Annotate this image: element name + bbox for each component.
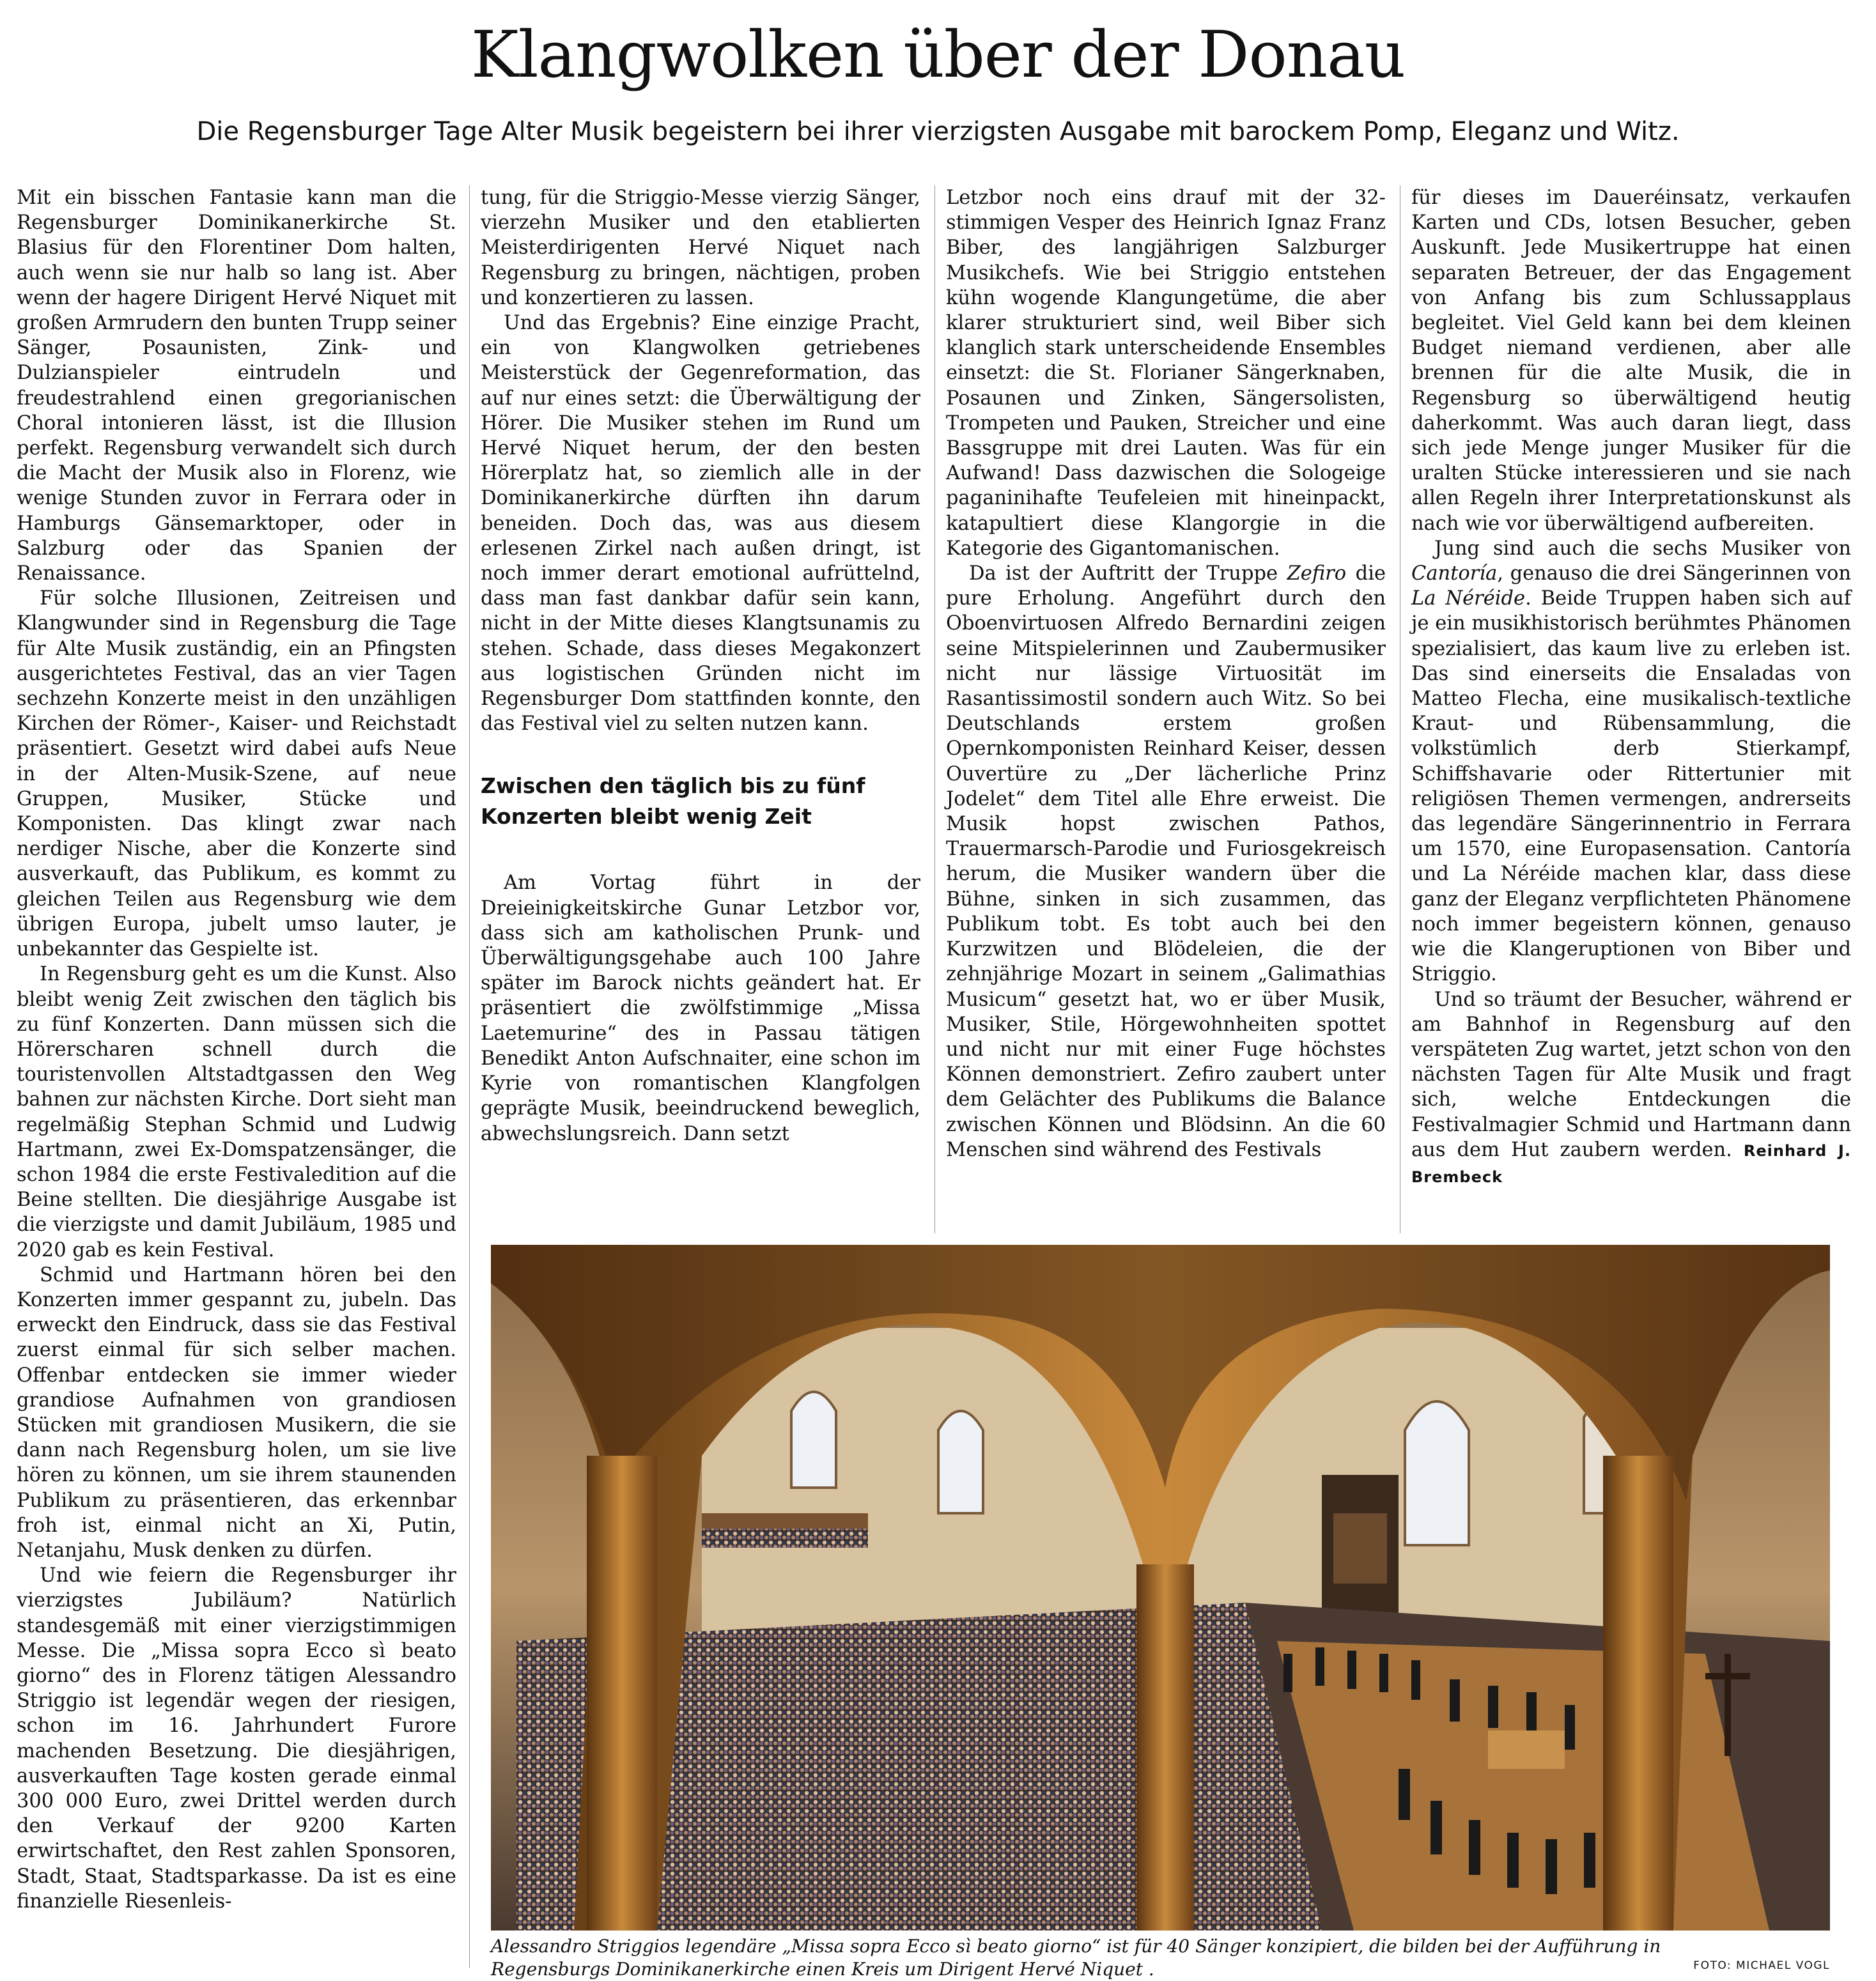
column-2 xyxy=(481,185,920,1146)
column-1 xyxy=(17,185,456,1914)
column-4 xyxy=(1411,185,1851,1190)
column-rule xyxy=(469,185,470,1968)
paragraph: tung, für die Striggio-Messe vierzig Sänger, vierzehn Musiker und den etablierten Meisterdirigenten Hervé Niquet nach Regensburg zu bringen, nächtigen, proben und konzertieren zu lassen. xyxy=(481,187,920,309)
text-run: Jung sind auch die sechs Musiker von xyxy=(1434,537,1851,560)
ensemble-name: La Néréide xyxy=(1411,587,1526,610)
headline: Klangwolken über der Donau xyxy=(470,17,1406,92)
column-rule xyxy=(934,185,935,1233)
text-run: , genauso die drei Sängerinnen von xyxy=(1497,562,1851,585)
article-photo xyxy=(491,1245,1830,1931)
text-run: die pure Erholung. Angeführt durch den Oboenvirtuosen Alfredo Bernardini zeigen seine Mitspielerinnen und Zaubermusiker nicht nur lässige Virtuosität im Rasantissimostil sondern auch Witz. So bei Deutschlands erstem großen Opernkomponisten Reinhard Keiser, dessen Ouvertüre zu „Der lächerliche Prinz Jodelet“ dem Titel alle Ehre erweist. Die Musik hopst zwischen Pathos, Trauermarsch-Parodie und Furiosgekreisch herum, die Musiker wandern über die Bühne, sinken in sich zusammen, das Publikum tobt. Es tobt auch bei den Kurzwitzen und Blödeleien, die der zehnjährige Mozart in seinem „Galimathias Musicum“ gesetzt hat, wo er über Musik, Musiker, Stile, Hörgewohnheiten spottet und nicht nur mit einer Fuge höchstes Können demonstriert. Zefiro zaubert unter dem Gelächter des Publikums die Balance zwischen Können und Blödsinn. An die 60 Menschen sind während des Festivals xyxy=(946,562,1386,1161)
photo-caption xyxy=(491,1935,1830,1981)
paragraph: Für solche Illusionen, Zeitreisen und Klangwunder sind in Regensburg die Tage für Alte Musik zuständig, ein an Pfingsten ausgerichtetes Festival, das an vier Tagen sechzehn Konzerte meist in den unzähligen Kirchen der Römer-, Kaiser- und Reichstadt präsentiert. Gesetzt wird dabei aufs Neue in der Alten-Musik-Szene, auf neue Gruppen, Musiker, Stücke und Komponisten. Das klingt zwar nach nerdiger Nische, aber die Konzerte sind ausverkauft, das Publikum, es kommt zu gleichen Teilen aus Regensburg wie dem übrigen Europa, jubelt umso lauter, je unbekannter das Gespielte ist. xyxy=(17,587,456,961)
paragraph: Und wie feiern die Regensburger ihr vierzigstes Jubiläum? Natürlich standesgemäß mit einer vierzigstimmigen Messe. Die „Missa sopra Ecco sì beato giorno“ des in Florenz tätigen Alessandro Striggio ist legendär wegen der riesigen, schon im 16. Jahrhundert Furore machenden Besetzung. Die diesjährigen, ausverkauften Tage kosten gerade einmal 300 000 Euro, zwei Drittel werden durch den Verkauf der 9200 Karten erwirtschaftet, den Rest zahlen Sponsoren, Stadt, Staat, Stadtsparkasse. Da ist es eine finanzielle Riesenleis- xyxy=(17,1564,456,1913)
paragraph xyxy=(1411,987,1851,1191)
caption-text: Alessandro Striggios legendäre „Missa sopra Ecco sì beato giorno“ ist für 40 Sänger konzipiert, die bilden bei der Aufführung in Regensburgs Dominikanerkirche einen Kreis um Dirigent Hervé Niquet . xyxy=(491,1936,1661,1980)
paragraph: Schmid und Hartmann hören bei den Konzerten immer gespannt zu, jubeln. Das erweckt den Eindruck, dass sie das Festival zuerst einmal für sich selber machen. Offenbar entdecken sie immer wieder grandiose Aufnahmen von grandiosen Stücken mit grandiosen Musikern, die sie dann nach Regensburg holen, um sie live hören zu können, um sie ihrem staunenden Publikum zu präsentieren, das erkennbar froh ist, einmal nicht an Xi, Putin, Netanjahu, Musk denken zu dürfen. xyxy=(17,1263,456,1562)
photo-credit: FOTO: MICHAEL VOGL xyxy=(1693,1959,1830,1972)
text-run: Und so träumt der Besucher, während er am Bahnhof in Regensburg auf den verspäteten Zug wartet, jetzt schon von den nächsten Tagen für Alte Musik und fragt sich, welche Entdeckungen die Festivalmagier Schmid und Hartmann dann aus dem Hut zaubern werden. xyxy=(1411,988,1851,1161)
intertitle: Zwischen den täglich bis zu fünf Konzerten bleibt wenig Zeit xyxy=(481,773,865,829)
paragraph xyxy=(946,561,1386,1162)
paragraph: für dieses im Daueréinsatz, verkaufen Karten und CDs, lotsen Besucher, geben Auskunft. Jede Musikertruppe hat einen separaten Betreuer, der das Engagement von Anfang bis zum Schlussapplaus begleitet. Viel Geld kann bei dem kleinen Budget niemand verdienen, aber alle brennen für die alte Musik, die in Regensburg so überwältigend heutig daherkommt. Was auch daran liegt, dass sich jede Menge junger Musiker für die uralten Stücke interessieren und sie nach allen Regeln ihrer Interpretationskunst als nach wie vor überwältigend aufbereiten. xyxy=(1411,187,1851,535)
paragraph: Und das Ergebnis? Eine einzige Pracht, ein von Klangwolken getriebenes Meisterstück der Gegenreformation, das auf nur eines setzt: die Überwältigung der Hörer. Die Musiker stehen im Rund um Hervé Niquet herum, der den besten Hörerplatz hat, so ziemlich alle in der Dominikanerkirche dürften ihn darum beneiden. Doch das, was aus diesem erlesenen Zirkel nach außen dringt, ist noch immer derart emotional aufrüttelnd, dass man fast dankbar dafür sein kann, nicht in der Mitte dieses Klangtsunamis zu stehen. Schade, dass dieses Megakonzert aus logistischen Gründen nicht im Regensburger Dom stattfinden konnte, den das Festival viel zu selten nutzen kann. xyxy=(481,312,920,736)
paragraph: In Regensburg geht es um die Kunst. Also bleibt wenig Zeit zwischen den täglich bis zu fünf Konzerten. Dann müssen sich die Hörerscharen schnell durch die touristenvollen Altstadtgassen den Weg bahnen zur nächsten Kirche. Dort sieht man regelmäßig Stephan Schmid und Ludwig Hartmann, zwei Ex-Domspatzensänger, die schon 1984 die erste Festivaledition auf die Beine stellten. Die diesjährige Ausgabe ist die vierzigste und damit Jubiläum, 1985 und 2020 gab es kein Festival. xyxy=(17,963,456,1261)
ensemble-name: Zefiro xyxy=(1287,562,1347,585)
text-run: Da ist der Auftritt der Truppe xyxy=(969,562,1287,585)
ensemble-name: Cantoría xyxy=(1411,562,1498,585)
column-3 xyxy=(946,185,1386,1162)
author-byline: Reinhard J. Brembeck xyxy=(1411,1141,1851,1186)
paragraph xyxy=(1411,536,1851,987)
paragraph: Mit ein bisschen Fantasie kann man die Regensburger Dominikanerkirche St. Blasius für den Florentiner Dom halten, auch wenn sie nur halb so lang ist. Aber wenn der hagere Dirigent Hervé Niquet mit großen Armrudern den bunten Trupp seiner Sänger, Posaunisten, Zink- und Dulzianspieler eintrudeln und freudestrahlend einen gregorianischen Choral intonieren lässt, ist die Illusion perfekt. Regensburg verwandelt sich durch die Macht der Musik also in Florenz, wie wenige Stunden zuvor in Ferrara oder in Hamburgs Gänsemarktoper, oder in Salzburg oder das Spanien der Renaissance. xyxy=(17,187,456,585)
paragraph: Letzbor noch eins drauf mit der 32-stimmigen Vesper des Heinrich Ignaz Franz Biber, des langjährigen Salzburger Musikchefs. Wie bei Striggio entstehen kühn wogende Klangungetüme, die aber klarer strukturiert sind, weil Biber sich klanglich stark unterscheidende Ensembles einsetzt: die St. Florianer Sängerknaben, Posaunen und Zinken, Sängersolisten, Trompeten und Pauken, Streicher und eine Bassgruppe mit drei Lauten. Was für ein Aufwand! Dass dazwischen die Sologeige paganinihafte Teufeleien mit hineinpackt, katapultiert diese Klangorgie in die Kategorie des Gigantomanischen. xyxy=(946,187,1386,560)
church-interior-photo xyxy=(491,1245,1830,1931)
subheadline: Die Regensburger Tage Alter Musik begeistern bei ihrer vierzigsten Ausgabe mit barockem Pomp, Eleganz und Witz. xyxy=(196,117,1680,146)
text-run: . Beide Truppen haben sich auf je ein musikhistorisch berühmtes Phänomen spezialisiert, das kaum live zu erleben ist. Das sind einerseits die Ensaladas von Matteo Flecha, eine musikalisch-textliche Kraut- und Rübensammlung, die volkstümlich derb Stierkampf, Schiffshavarie oder Rittertunier mit religiösen Themen vermengen, andrerseits das legendäre Sängerinnentrio in Ferrara um 1570, eine Europasensation. Cantoría und La Néréide machen klar, dass diese ganz der Eleganz verpflichteten Phänomene noch immer begeistern können, genauso wie die Klangeruptionen von Biber und Striggio. xyxy=(1411,587,1851,986)
paragraph: Am Vortag führt in der Dreieinigkeitskirche Gunar Letzbor vor, dass sich am katholischen Prunk- und Überwältigungsgehabe auch 100 Jahre später im Barock nichts geändert hat. Er präsentiert die zwölfstimmige „Missa Laetemurine“ des in Passau tätigen Benedikt Anton Aufschnaiter, eine schon im Kyrie von romantischen Klangfolgen geprägte Musik, beeindruckend beweglich, abwechslungsreich. Dann setzt xyxy=(481,872,920,1145)
